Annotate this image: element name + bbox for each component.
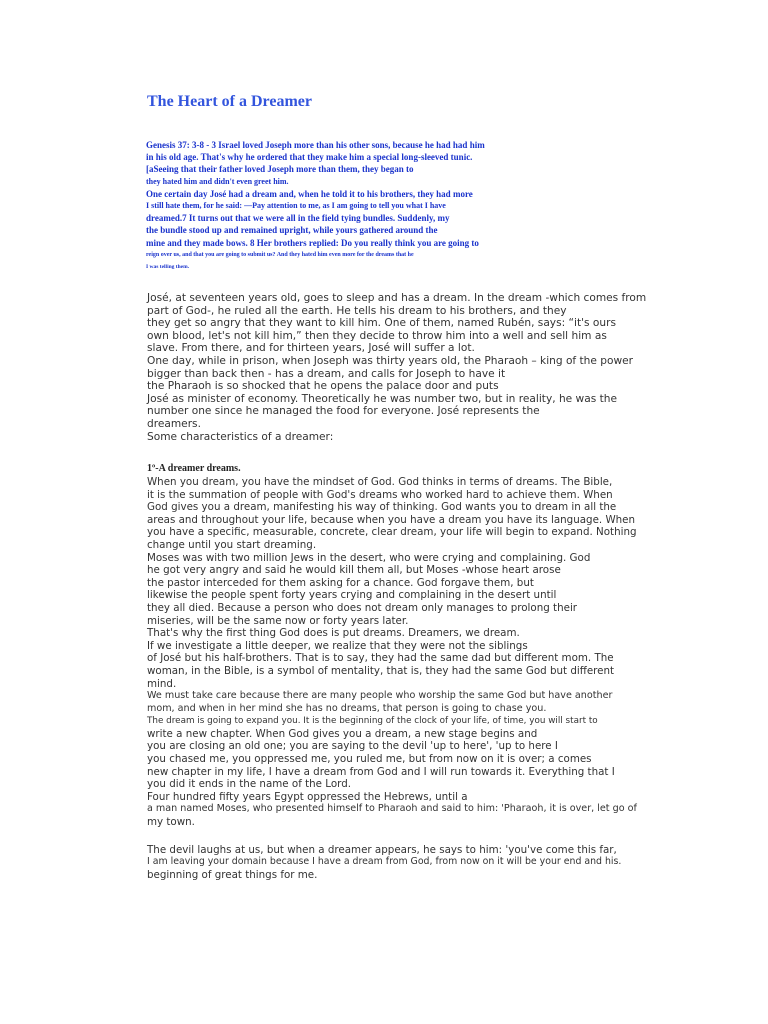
scripture-line: they hated him and didn't even greet him.: [146, 176, 289, 186]
text-line: the pastor interceded for them asking for a chance. God forgave them, but: [147, 576, 534, 589]
text-line: my town.: [147, 816, 195, 829]
text-line: Some characteristics of a dreamer:: [147, 430, 334, 443]
paragraph-intro: [147, 292, 647, 443]
text-line: That's why the first thing God does is put dreams. Dreamers, we dream.: [147, 627, 520, 640]
text-line: write a new chapter. When God gives you a dream, a new stage begins and: [147, 727, 538, 740]
text-line: they all died. Because a person who does not dream only manages to prolong their: [147, 601, 578, 614]
paragraph-dreamer-dreams: [147, 476, 647, 829]
text-line: they get so angry that they want to kill him. One of them, named Rubén, says: “it's ours: [147, 317, 616, 330]
scripture-line: in his old age. That's why he ordered that they make him a special long-sleeved tunic.: [146, 152, 473, 163]
scripture-line: the bundle stood up and remained upright, while yours gathered around the: [146, 225, 438, 236]
scripture-line: One certain day José had a dream and, when he told it to his brothers, they had more: [146, 188, 473, 199]
text-line: change until you start dreaming.: [147, 538, 317, 551]
text-line: The devil laughs at us, but when a dreamer appears, he says to him: 'you've come this far,: [147, 844, 617, 856]
text-line: woman, in the Bible, is a symbol of mentality, that is, they had the same God but different: [147, 664, 615, 677]
text-line: it is the summation of people with God's dreams who worked hard to achieve them. When: [147, 488, 613, 501]
text-line: dreamers.: [147, 417, 201, 430]
text-line: Four hundred fifty years Egypt oppressed the Hebrews, until a: [147, 790, 468, 803]
section-heading: 1º-A dreamer dreams.: [147, 463, 241, 474]
scripture-passage: [146, 139, 526, 273]
scripture-line: reign over us, and that you are going to submit us? And they hated him even more for the dreams that he: [146, 251, 414, 258]
text-line: Moses was with two million Jews in the desert, who were crying and complaining. God: [147, 551, 591, 564]
text-line: likewise the people spent forty years crying and complaining in the desert until: [147, 589, 557, 602]
text-line: I am leaving your domain because I have a dream from God, from now on it will be your end and his.: [147, 856, 622, 868]
text-line: own blood, let's not kill him,” then they decide to throw him into a well and sell him as: [147, 329, 607, 342]
page-title: The Heart of a Dreamer: [147, 93, 312, 110]
text-line: you are closing an old one; you are saying to the devil 'up to here', 'up to here I: [147, 740, 558, 753]
text-line: number one since he managed the food for everyone. José represents the: [147, 405, 540, 418]
text-line: a man named Moses, who presented himself to Pharaoh and said to him: 'Pharaoh, it is over, let go of: [147, 803, 637, 815]
text-line: the Pharaoh is so shocked that he opens the palace door and puts: [147, 380, 499, 393]
text-line: new chapter in my life, I have a dream from God and I will run towards it. Everything that I: [147, 765, 615, 778]
text-line: areas and throughout your life, because when you have a dream you have its language. When: [147, 513, 636, 526]
scripture-line: [aSeeing that their father loved Joseph more than them, they began to: [146, 164, 414, 175]
text-line: José, at seventeen years old, goes to sleep and has a dream. In the dream -which comes from: [147, 292, 647, 304]
text-line: you chased me, you oppressed me, you ruled me, but from now on it is over; a comes: [147, 753, 592, 766]
text-line: of José but his half-brothers. That is to say, they had the same dad but different mom. The: [147, 652, 614, 665]
text-line: part of God-, he ruled all the earth. He tells his dream to his brothers, and they: [147, 304, 567, 317]
text-line: José as minister of economy. Theoretically he was number two, but in reality, he was the: [147, 392, 617, 405]
text-line: you have a specific, measurable, concrete, clear dream, your life will begin to expand. Nothing: [147, 526, 637, 539]
text-line: miseries, will be the same now or forty years later.: [147, 614, 409, 627]
text-line: One day, while in prison, when Joseph was thirty years old, the Pharaoh – king of the power: [147, 354, 634, 367]
text-line: The dream is going to expand you. It is the beginning of the clock of your life, of time, you will start to: [147, 716, 598, 727]
text-line: mom, and when in her mind she has no dreams, that person is going to chase you.: [147, 702, 547, 714]
scripture-line: I still hate them, for he said: —Pay attention to me, as I am going to tell you what I have: [146, 201, 446, 211]
text-line: he got very angry and said he would kill them all, but Moses -whose heart arose: [147, 564, 561, 577]
scripture-line: dreamed.7 It turns out that we were all in the field tying bundles. Suddenly, my: [146, 213, 450, 224]
text-line: mind.: [147, 677, 177, 690]
paragraph-devil-laughs: [147, 844, 647, 881]
text-line: We must take care because there are many people who worship the same God but have another: [147, 690, 613, 702]
text-line: bigger than back then - has a dream, and calls for Joseph to have it: [147, 367, 506, 380]
text-line: you did it ends in the name of the Lord.: [147, 778, 351, 791]
text-line: When you dream, you have the mindset of God. God thinks in terms of dreams. The Bible,: [147, 476, 613, 488]
text-line: beginning of great things for me.: [147, 868, 318, 881]
text-line: If we investigate a little deeper, we realize that they were not the siblings: [147, 639, 528, 652]
text-line: God gives you a dream, manifesting his way of thinking. God wants you to dream in all the: [147, 501, 617, 514]
scripture-line: I was telling them.: [146, 264, 190, 271]
scripture-line: mine and they made bows. 8 Her brothers replied: Do you really think you are going to: [146, 237, 479, 248]
text-line: slave. From there, and for thirteen years, José will suffer a lot.: [147, 342, 475, 355]
scripture-line: Genesis 37: 3-8 - 3 Israel loved Joseph more than his other sons, because he had had him: [146, 140, 485, 150]
